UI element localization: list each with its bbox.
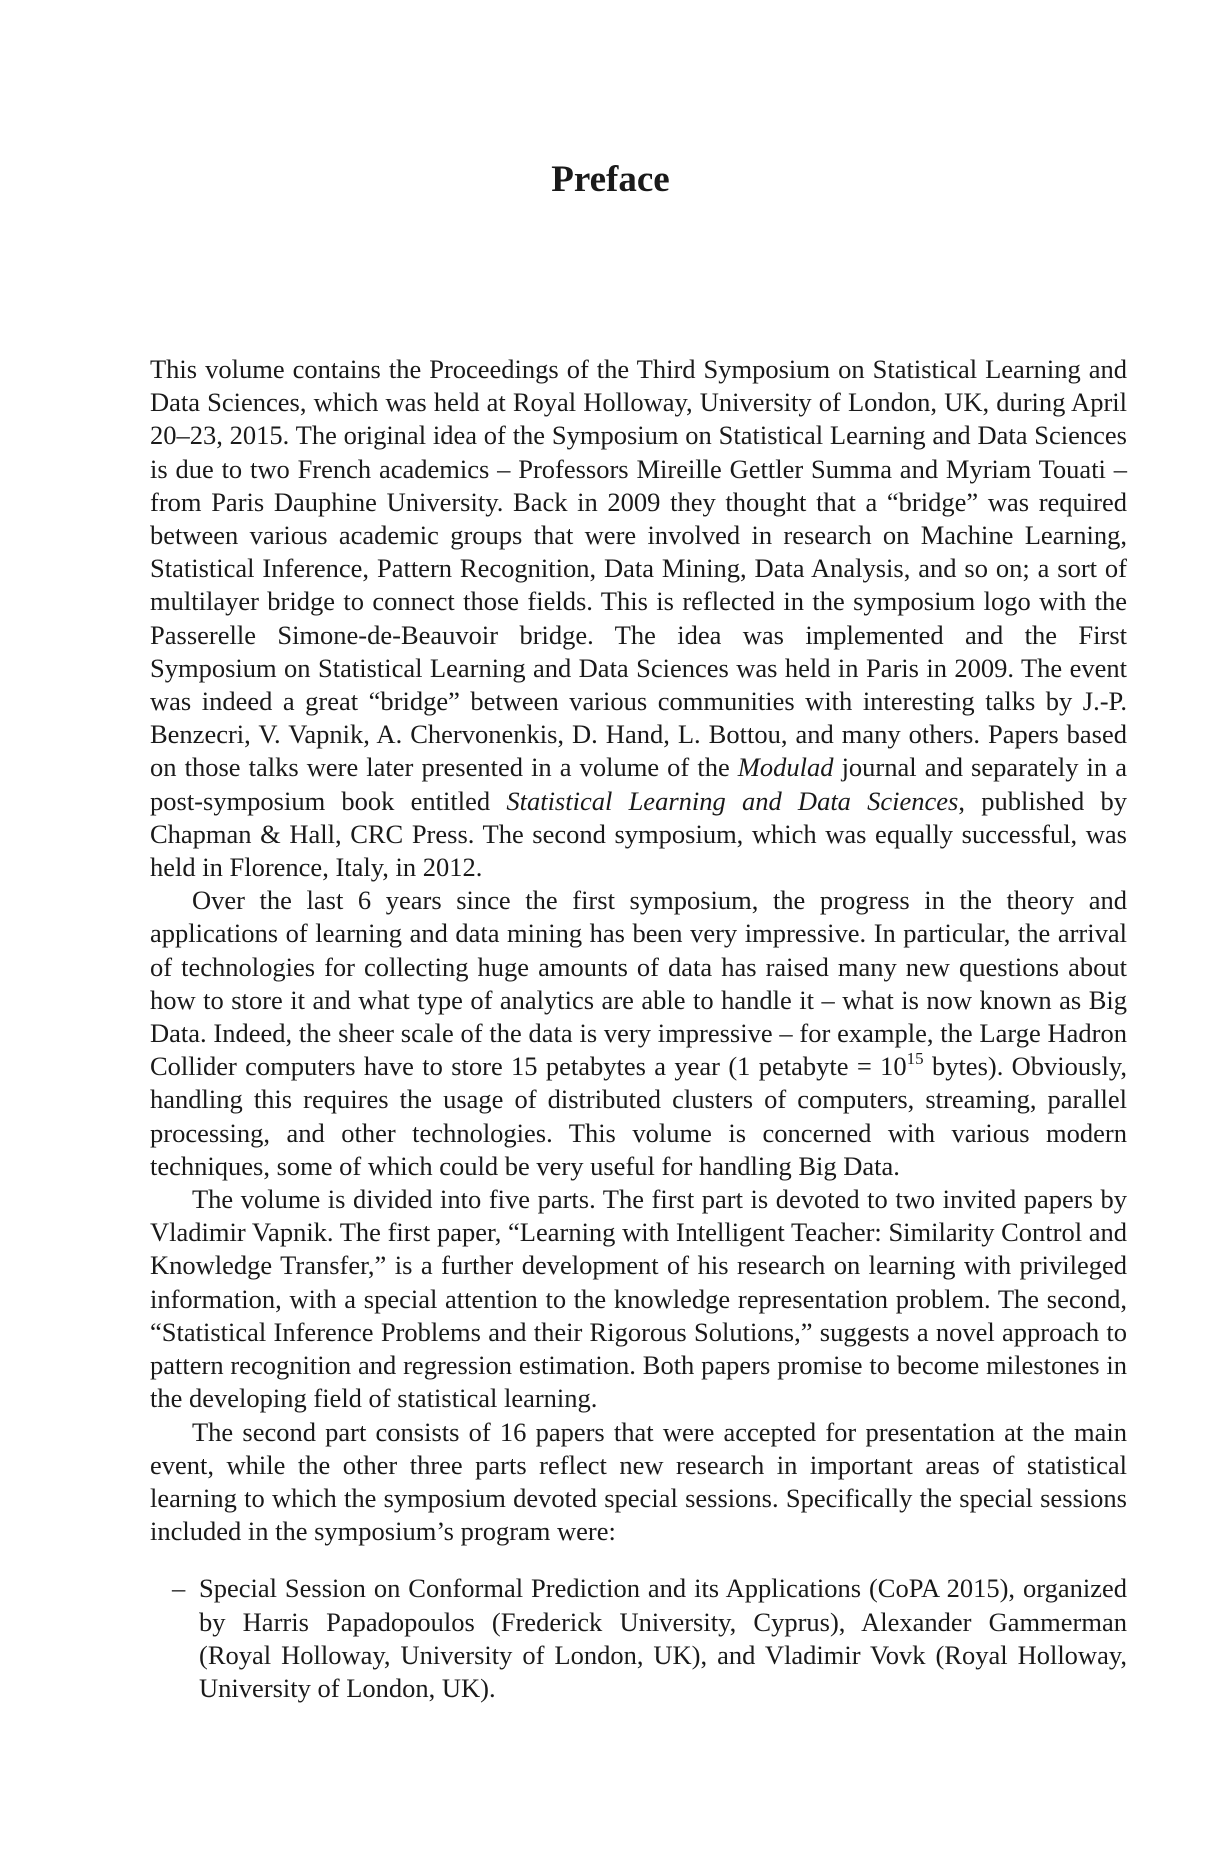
list-item — [150, 1572, 1127, 1705]
paragraph-1 — [150, 353, 1127, 884]
list-item-text: Special Session on Conformal Prediction and its Applications (CoPA 2015), organized by Harris Papadopoulos (Frederick University, Cyprus), Alexander Gammerman (Royal Holloway, University of London, UK), and Vladimir Vovk (Royal Holloway, University of London, UK). — [199, 1573, 1127, 1703]
paragraph-2-text-b: bytes). Obviously, handling this requires the usage of distributed clusters of computers, streaming, parallel processing, and other technologies. This volume is concerned with various modern techniques, some of which could be very useful for handling Big Data. — [150, 1051, 1127, 1181]
paragraph-4: The second part consists of 16 papers that were accepted for presentation at the main event, while the other three parts reflect new research in important areas of statistical learning to which the symposium devoted special sessions. Specifically the special sessions included in the symposium’s program were: — [150, 1416, 1127, 1547]
paragraph-2 — [150, 884, 1127, 1183]
list-bullet: – — [172, 1573, 186, 1604]
paragraph-1-text-b: journal and separately in a post-symposium book entitled — [150, 752, 1127, 816]
book-title: Statistical Learning and Data Sciences — [506, 785, 959, 816]
page-title: Preface — [551, 159, 670, 200]
paragraph-2-text-a: Over the last 6 years since the first symposium, the progress in the theory and applications of learning and data mining has been very impressive. In particular, the arrival of technologies for collecting huge amounts of data has raised many new questions about how to store it and what type of analytics are able to handle it – what is now known as Big Data. Indeed, the sheer scale of the data is very impressive – for example, the Large Hadron Collider computers have to store 15 petabytes a year (1 petabyte = 10 — [150, 885, 1127, 1082]
special-sessions-list — [150, 1572, 1127, 1705]
exponent: 15 — [906, 1049, 924, 1069]
paragraph-1-text-a: This volume contains the Proceedings of the Third Symposium on Statistical Learning and Data Sciences, which was held at Royal Holloway, University of London, UK, during April 20–23, 2015. The original idea of the Symposium on Statistical Learning and Data Sciences is due to two French academics – Professors Mireille Gettler Summa and Myriam Touati – from Paris Dauphine University. Back in 2009 they thought that a “bridge” was required between various academic groups that were involved in research on Machine Learning, Statistical Inference, Pattern Recognition, Data Mining, Data Analysis, and so on; a sort of multilayer bridge to connect those fields. This is reflected in the symposium logo with the Passerelle Simone-de-Beauvoir bridge. The idea was implemented and the First Symposium on Statistical Learning and Data Sciences was held in Paris in 2009. The event was indeed a great “bridge” between various communities with interesting talks by J.-P. Benzecri, V. Vapnik, A. Chervonenkis, D. Hand, L. Bottou, and many others. Papers based on those talks were later presented in a volume of the — [150, 354, 1127, 783]
preface-body — [150, 353, 1127, 1705]
paragraph-3: The volume is divided into five parts. The first part is devoted to two invited papers by Vladimir Vapnik. The first paper, “Learning with Intelligent Teacher: Similarity Control and Knowledge Transfer,” is a further development of his research on learning with privileged information, with a special attention to the knowledge representation problem. The second, “Statistical Inference Problems and their Rigorous Solutions,” suggests a novel approach to pattern recognition and regression estimation. Both papers promise to become milestones in the developing field of statistical learning. — [150, 1184, 1127, 1414]
paragraph-1-text-c: , published by Chapman & Hall, CRC Press. The second symposium, which was equally successful, was held in Florence, Italy, in 2012. — [150, 785, 1127, 883]
journal-name: Modulad — [737, 752, 834, 783]
